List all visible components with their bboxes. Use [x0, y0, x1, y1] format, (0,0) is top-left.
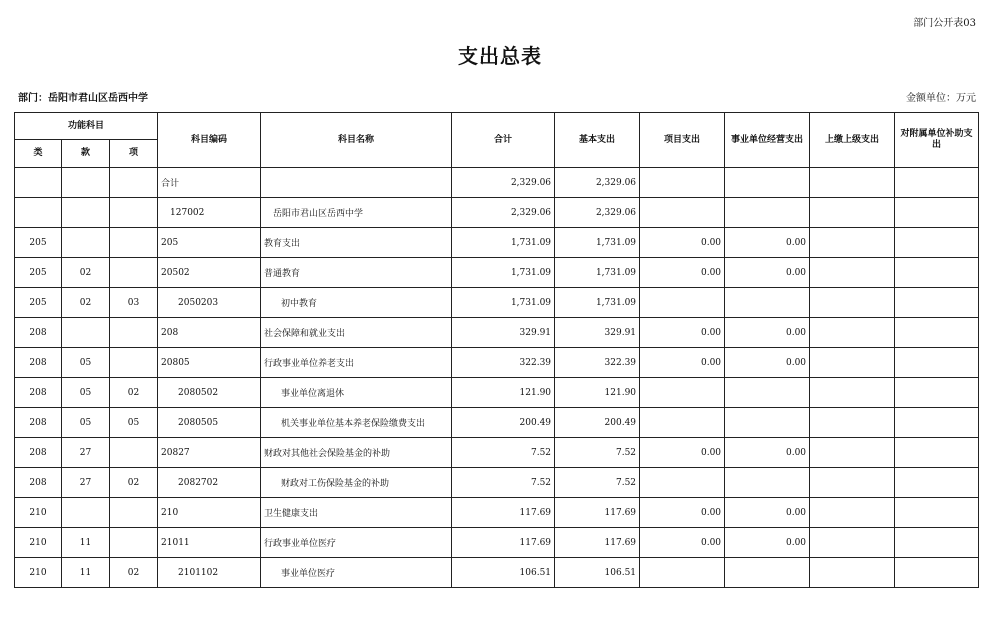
- cell-xiang: [110, 528, 158, 558]
- cell-code: 合计: [158, 168, 261, 198]
- cell-total: 2,329.06: [452, 198, 555, 228]
- cell-code: 21011: [158, 528, 261, 558]
- cell-superior: [810, 378, 895, 408]
- table-row: [15, 288, 979, 318]
- cell-business: 0.00: [725, 258, 810, 288]
- cell-lei: 208: [15, 348, 62, 378]
- cell-superior: [810, 528, 895, 558]
- table-row: [15, 198, 979, 228]
- cell-basic: 2,329.06: [555, 168, 640, 198]
- cell-lei: 208: [15, 468, 62, 498]
- cell-kuan: 11: [62, 558, 110, 588]
- cell-basic: 322.39: [555, 348, 640, 378]
- cell-business: 0.00: [725, 438, 810, 468]
- cell-project: 0.00: [640, 438, 725, 468]
- table-row: [15, 348, 979, 378]
- cell-total: 200.49: [452, 408, 555, 438]
- cell-xiang: [110, 438, 158, 468]
- cell-superior: [810, 438, 895, 468]
- cell-superior: [810, 228, 895, 258]
- cell-kuan: 05: [62, 378, 110, 408]
- cell-name: 财政对其他社会保险基金的补助: [261, 438, 452, 468]
- header-subsidiary: 对附属单位补助支出: [895, 113, 979, 168]
- cell-code: 20805: [158, 348, 261, 378]
- cell-subsidiary: [895, 258, 979, 288]
- cell-superior: [810, 468, 895, 498]
- header-total: 合计: [452, 113, 555, 168]
- cell-total: 329.91: [452, 318, 555, 348]
- cell-code: 2080502: [158, 378, 261, 408]
- cell-name: 初中教育: [261, 288, 452, 318]
- cell-name: 财政对工伤保险基金的补助: [261, 468, 452, 498]
- table-row: [15, 498, 979, 528]
- table-row: [15, 378, 979, 408]
- cell-xiang: 02: [110, 558, 158, 588]
- cell-xiang: 02: [110, 378, 158, 408]
- cell-total: 106.51: [452, 558, 555, 588]
- cell-project: 0.00: [640, 258, 725, 288]
- cell-xiang: [110, 318, 158, 348]
- cell-kuan: [62, 168, 110, 198]
- cell-business: 0.00: [725, 348, 810, 378]
- cell-superior: [810, 348, 895, 378]
- cell-name: 事业单位医疗: [261, 558, 452, 588]
- header-lei: 类: [15, 140, 62, 168]
- cell-project: [640, 378, 725, 408]
- cell-business: [725, 288, 810, 318]
- cell-subsidiary: [895, 288, 979, 318]
- cell-subsidiary: [895, 378, 979, 408]
- cell-subsidiary: [895, 318, 979, 348]
- cell-lei: 205: [15, 288, 62, 318]
- cell-code: 20827: [158, 438, 261, 468]
- cell-business: [725, 558, 810, 588]
- cell-kuan: 05: [62, 408, 110, 438]
- table-row: [15, 318, 979, 348]
- cell-business: [725, 468, 810, 498]
- cell-superior: [810, 168, 895, 198]
- header-func-subject: 功能科目: [15, 113, 158, 140]
- cell-basic: 1,731.09: [555, 258, 640, 288]
- cell-name: 行政事业单位养老支出: [261, 348, 452, 378]
- cell-code: 205: [158, 228, 261, 258]
- cell-total: 117.69: [452, 528, 555, 558]
- cell-subsidiary: [895, 228, 979, 258]
- cell-project: 0.00: [640, 318, 725, 348]
- cell-superior: [810, 198, 895, 228]
- cell-kuan: 27: [62, 468, 110, 498]
- cell-basic: 121.90: [555, 378, 640, 408]
- cell-kuan: [62, 228, 110, 258]
- cell-superior: [810, 318, 895, 348]
- cell-project: 0.00: [640, 348, 725, 378]
- cell-superior: [810, 558, 895, 588]
- amount-unit-label: 金额单位：万元: [906, 93, 976, 104]
- cell-name: [261, 168, 452, 198]
- cell-lei: 208: [15, 378, 62, 408]
- cell-subsidiary: [895, 408, 979, 438]
- cell-code: 20502: [158, 258, 261, 288]
- cell-project: [640, 198, 725, 228]
- cell-superior: [810, 498, 895, 528]
- cell-subsidiary: [895, 348, 979, 378]
- cell-code: 2101102: [158, 558, 261, 588]
- cell-kuan: 02: [62, 258, 110, 288]
- cell-basic: 200.49: [555, 408, 640, 438]
- cell-name: 事业单位离退休: [261, 378, 452, 408]
- cell-subsidiary: [895, 528, 979, 558]
- cell-name: 普通教育: [261, 258, 452, 288]
- cell-xiang: [110, 498, 158, 528]
- cell-xiang: [110, 198, 158, 228]
- cell-name: 卫生健康支出: [261, 498, 452, 528]
- cell-project: [640, 468, 725, 498]
- cell-basic: 1,731.09: [555, 228, 640, 258]
- table-row: [15, 558, 979, 588]
- cell-basic: 117.69: [555, 498, 640, 528]
- header-superior: 上缴上级支出: [810, 113, 895, 168]
- cell-xiang: 02: [110, 468, 158, 498]
- cell-code: 210: [158, 498, 261, 528]
- cell-kuan: 11: [62, 528, 110, 558]
- cell-subsidiary: [895, 168, 979, 198]
- cell-lei: 210: [15, 528, 62, 558]
- cell-xiang: [110, 348, 158, 378]
- cell-kuan: 05: [62, 348, 110, 378]
- table-row: [15, 168, 979, 198]
- cell-code: 2082702: [158, 468, 261, 498]
- table-row: [15, 528, 979, 558]
- cell-basic: 329.91: [555, 318, 640, 348]
- cell-lei: 208: [15, 438, 62, 468]
- header-code: 科目编码: [158, 113, 261, 168]
- cell-business: [725, 408, 810, 438]
- cell-project: 0.00: [640, 528, 725, 558]
- cell-total: 117.69: [452, 498, 555, 528]
- cell-name: 机关事业单位基本养老保险缴费支出: [261, 408, 452, 438]
- table-row: [15, 438, 979, 468]
- cell-kuan: 27: [62, 438, 110, 468]
- header-basic: 基本支出: [555, 113, 640, 168]
- cell-code: 127002: [158, 198, 261, 228]
- header-name: 科目名称: [261, 113, 452, 168]
- cell-business: [725, 168, 810, 198]
- cell-subsidiary: [895, 498, 979, 528]
- cell-superior: [810, 408, 895, 438]
- cell-business: 0.00: [725, 498, 810, 528]
- cell-basic: 117.69: [555, 528, 640, 558]
- cell-superior: [810, 288, 895, 318]
- cell-total: 1,731.09: [452, 228, 555, 258]
- header-xiang: 项: [110, 140, 158, 168]
- cell-basic: 1,731.09: [555, 288, 640, 318]
- cell-basic: 2,329.06: [555, 198, 640, 228]
- cell-name: 教育支出: [261, 228, 452, 258]
- cell-project: 0.00: [640, 498, 725, 528]
- cell-lei: 208: [15, 318, 62, 348]
- cell-basic: 7.52: [555, 438, 640, 468]
- cell-xiang: 05: [110, 408, 158, 438]
- cell-subsidiary: [895, 558, 979, 588]
- cell-code: 208: [158, 318, 261, 348]
- header-project: 项目支出: [640, 113, 725, 168]
- cell-xiang: [110, 228, 158, 258]
- cell-superior: [810, 258, 895, 288]
- cell-lei: 205: [15, 258, 62, 288]
- form-id: 部门公开表03: [913, 18, 976, 29]
- cell-kuan: [62, 198, 110, 228]
- table-row: [15, 228, 979, 258]
- table-row: [15, 408, 979, 438]
- cell-kuan: 02: [62, 288, 110, 318]
- cell-total: 2,329.06: [452, 168, 555, 198]
- table-row: [15, 258, 979, 288]
- cell-name: 社会保障和就业支出: [261, 318, 452, 348]
- cell-name: 岳阳市君山区岳西中学: [261, 198, 452, 228]
- header-kuan: 款: [62, 140, 110, 168]
- cell-total: 7.52: [452, 468, 555, 498]
- cell-lei: 210: [15, 498, 62, 528]
- cell-lei: [15, 198, 62, 228]
- cell-kuan: [62, 318, 110, 348]
- cell-project: [640, 168, 725, 198]
- cell-business: [725, 198, 810, 228]
- cell-lei: 210: [15, 558, 62, 588]
- cell-business: [725, 378, 810, 408]
- cell-subsidiary: [895, 468, 979, 498]
- cell-name: 行政事业单位医疗: [261, 528, 452, 558]
- cell-business: 0.00: [725, 318, 810, 348]
- cell-code: 2080505: [158, 408, 261, 438]
- cell-total: 7.52: [452, 438, 555, 468]
- cell-lei: 208: [15, 408, 62, 438]
- cell-code: 2050203: [158, 288, 261, 318]
- header-business: 事业单位经营支出: [725, 113, 810, 168]
- cell-basic: 7.52: [555, 468, 640, 498]
- expenditure-summary-table: [14, 112, 979, 588]
- cell-xiang: 03: [110, 288, 158, 318]
- cell-kuan: [62, 498, 110, 528]
- cell-project: [640, 558, 725, 588]
- page-title: 支出总表: [458, 44, 542, 68]
- cell-total: 1,731.09: [452, 288, 555, 318]
- table-row: [15, 468, 979, 498]
- cell-business: 0.00: [725, 228, 810, 258]
- cell-business: 0.00: [725, 528, 810, 558]
- cell-lei: [15, 168, 62, 198]
- cell-total: 322.39: [452, 348, 555, 378]
- cell-basic: 106.51: [555, 558, 640, 588]
- cell-total: 121.90: [452, 378, 555, 408]
- cell-total: 1,731.09: [452, 258, 555, 288]
- department-label: 部门：岳阳市君山区岳西中学: [18, 93, 148, 104]
- cell-subsidiary: [895, 198, 979, 228]
- cell-subsidiary: [895, 438, 979, 468]
- cell-xiang: [110, 168, 158, 198]
- cell-project: [640, 288, 725, 318]
- cell-project: 0.00: [640, 228, 725, 258]
- cell-xiang: [110, 258, 158, 288]
- cell-lei: 205: [15, 228, 62, 258]
- cell-project: [640, 408, 725, 438]
